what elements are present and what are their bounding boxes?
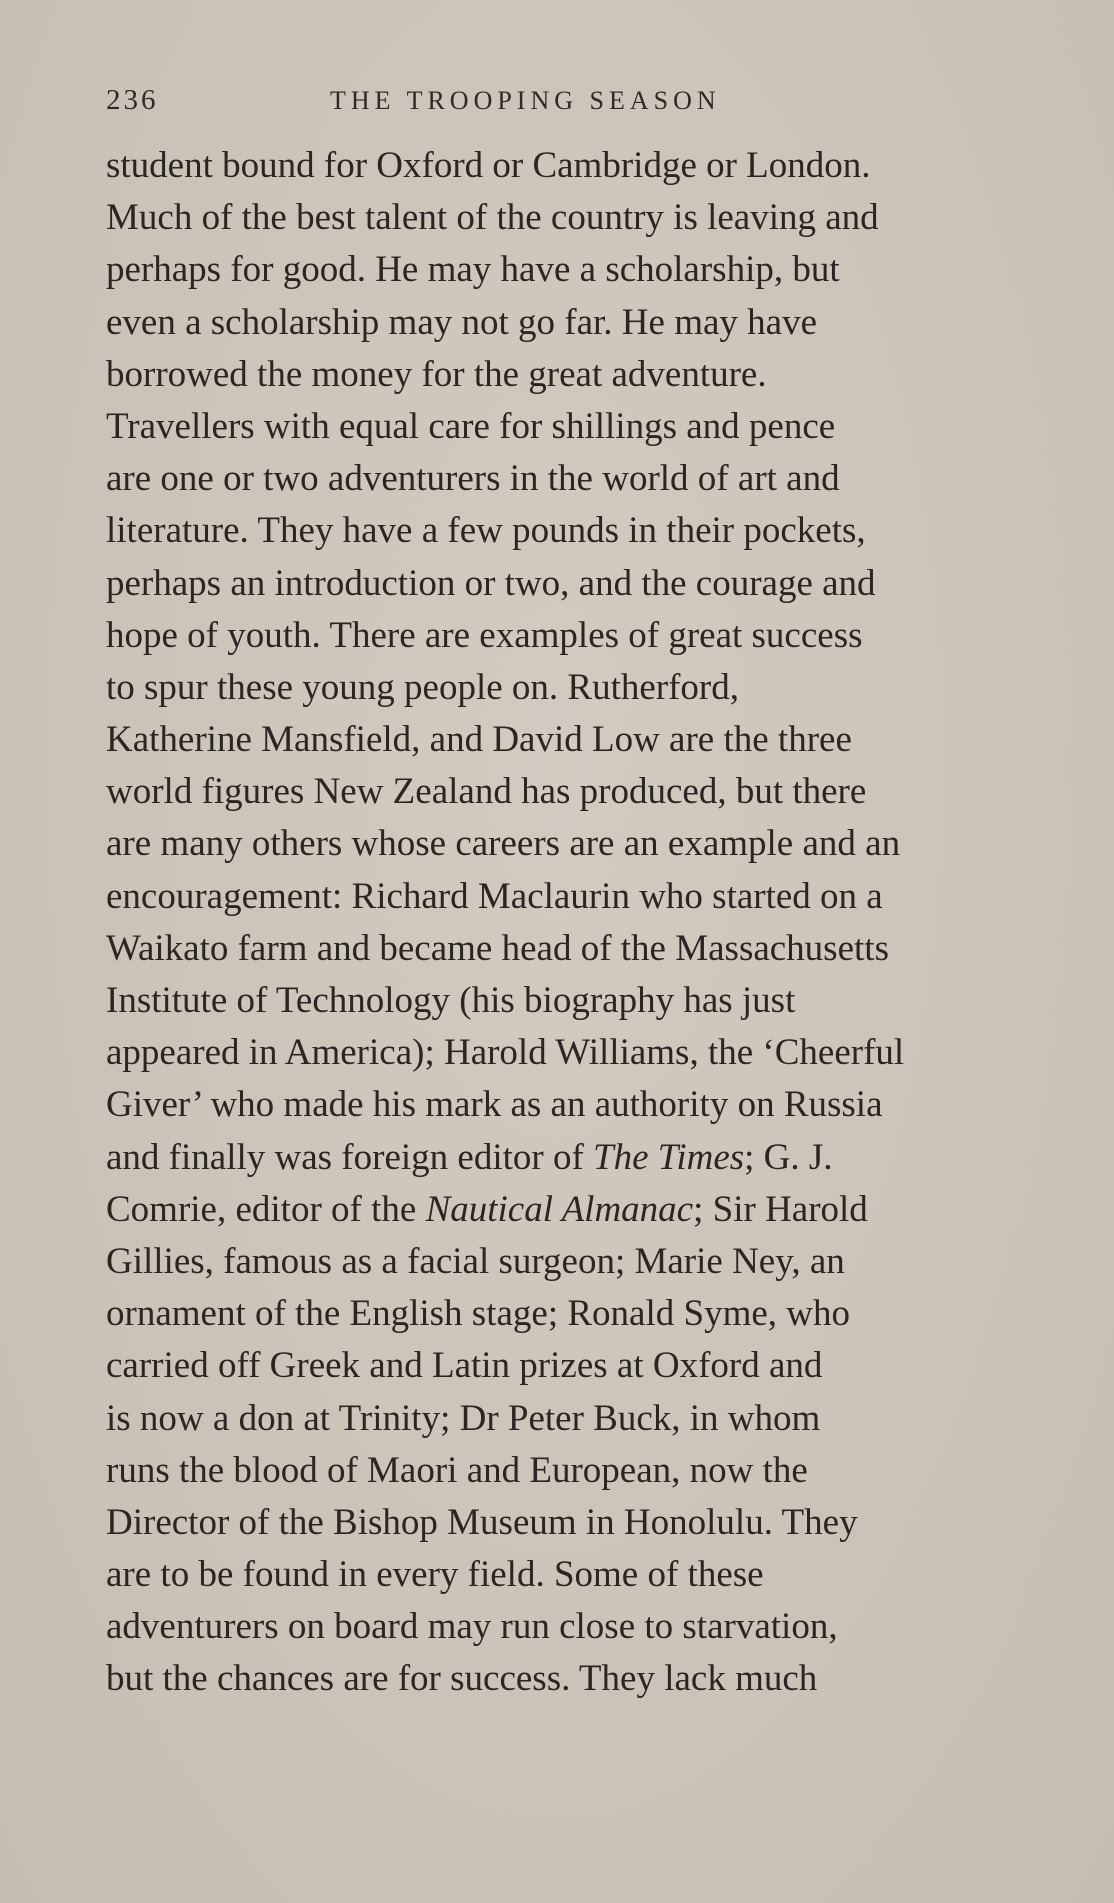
text-line: runs the blood of Maori and European, now the bbox=[106, 1449, 808, 1491]
text-line: even a scholarship may not go far. He may have bbox=[106, 301, 817, 343]
text-line: student bound for Oxford or Cambridge or London. bbox=[106, 145, 871, 186]
text-line: Director of the Bishop Museum in Honolulu. They bbox=[106, 1501, 858, 1543]
text-line: is now a don at Trinity; Dr Peter Buck, in whom bbox=[106, 1397, 821, 1439]
text-line: are to be found in every field. Some of these bbox=[106, 1554, 764, 1596]
text-line: carried off Greek and Latin prizes at Oxford and bbox=[106, 1345, 823, 1387]
body-paragraph bbox=[106, 140, 1040, 1706]
text-line: are many others whose careers are an example and an bbox=[106, 823, 901, 865]
text-line: Katherine Mansfield, and David Low are the three bbox=[106, 719, 852, 761]
text-line: perhaps for good. He may have a scholarship, but bbox=[106, 249, 840, 291]
text-line: Gillies, famous as a facial surgeon; Marie Ney, an bbox=[106, 1240, 845, 1282]
text-line: borrowed the money for the great adventure. bbox=[106, 353, 767, 395]
text-line: adventurers on board may run close to starvation, bbox=[106, 1606, 838, 1648]
text-line: but the chances are for success. They lack much bbox=[106, 1658, 818, 1700]
running-head bbox=[106, 72, 1040, 120]
text-line: Travellers with equal care for shillings and pence bbox=[106, 405, 836, 447]
text-line: Comrie, editor of the Nautical Almanac; Sir Harold bbox=[106, 1188, 868, 1230]
text-line: Waikato farm and became head of the Massachusetts bbox=[106, 927, 889, 969]
text-line: Institute of Technology (his biography has just bbox=[106, 980, 796, 1021]
text-line: to spur these young people on. Rutherford, bbox=[106, 666, 739, 708]
page-number: 236 bbox=[106, 84, 159, 116]
text-line: literature. They have a few pounds in their pockets, bbox=[106, 510, 866, 552]
running-title: THE TROOPING SEASON bbox=[330, 86, 721, 115]
text-line: appeared in America); Harold Williams, the ‘Cheerful bbox=[106, 1032, 905, 1074]
text-line: and finally was foreign editor of The Times; G. J. bbox=[106, 1136, 833, 1178]
text-line: are one or two adventurers in the world of art and bbox=[106, 458, 840, 500]
text-line: world figures New Zealand has produced, but there bbox=[106, 771, 867, 813]
text-line: hope of youth. There are examples of great success bbox=[106, 614, 863, 656]
text-line: ornament of the English stage; Ronald Syme, who bbox=[106, 1293, 850, 1335]
text-line: perhaps an introduction or two, and the courage and bbox=[106, 562, 876, 604]
book-page bbox=[106, 72, 1040, 1706]
text-line: Giver’ who made his mark as an authority on Russia bbox=[106, 1084, 883, 1126]
text-line: Much of the best talent of the country is leaving and bbox=[106, 197, 879, 239]
text-line: encouragement: Richard Maclaurin who started on a bbox=[106, 875, 883, 917]
